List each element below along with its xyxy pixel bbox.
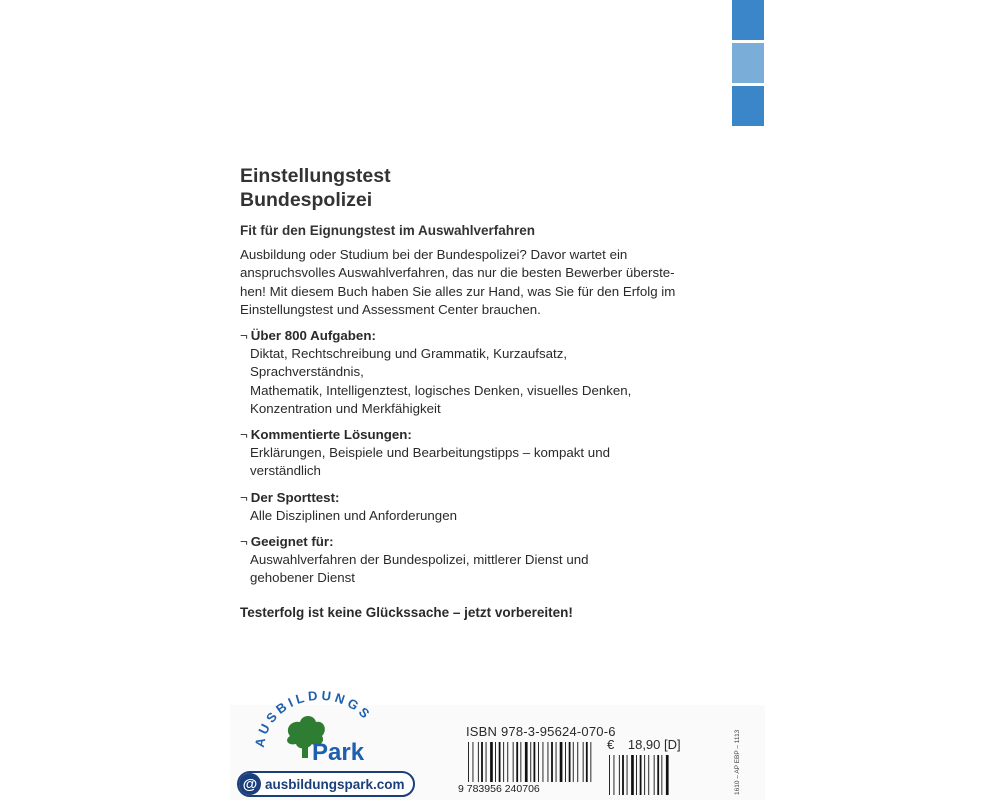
title-line-2: Bundespolizei [240,189,373,211]
intro-line: Einstellungstest und Assessment Center brauchen. [240,301,541,317]
intro-line: Ausbildung oder Studium bei der Bundespolizei? Davor wartet ein [240,247,628,263]
bullet-marker: ¬ [240,489,248,505]
barcode-bar [565,742,566,782]
barcode-bar [503,742,504,782]
subtitle: Fit für den Eignungstest im Auswahlverfahren [240,223,536,238]
bullet-heading-text: Der Sporttest: [250,489,340,505]
bullet-line: gehobener Dienst [250,570,355,586]
bullet-sports-test [240,489,680,525]
barcode-bar [573,742,574,782]
barcode-bar [560,742,563,782]
logo-arc-textpath: AUSBILDUNGS [251,688,376,749]
barcode-bar [661,755,662,795]
barcode-bar [622,755,624,795]
bullet-heading [240,327,680,345]
bullet-solutions [240,426,680,481]
barcode-bar [481,742,483,782]
bullet-heading [240,489,680,507]
barcode-bar [654,755,655,795]
barcode-bar [583,742,584,782]
at-icon: @ [239,773,261,795]
bullet-heading [240,533,680,551]
ausbildungspark-logo [250,688,390,768]
barcode-bar [520,742,521,782]
barcode-bar [648,755,649,795]
barcode-bar [666,755,669,795]
logo-word: Park [312,739,365,766]
barcode-bar [525,742,528,782]
barcode-bar [636,755,637,795]
bullet-marker: ¬ [240,328,248,344]
barcode-bar [627,755,628,795]
bullet-heading-text: Über 800 Aufgaben: [250,328,376,344]
barcode-bar [619,755,620,795]
bullet-marker: ¬ [240,534,248,550]
bullet-tasks [240,327,680,418]
barcode-bar [548,742,549,782]
color-tabs [732,0,764,126]
barcode-bar [499,742,501,782]
intro-line: anspruchsvolles Auswahlverfahren, das nur die besten Bewerber überste- [240,265,675,281]
barcode-bar [551,742,553,782]
bullet-line: Diktat, Rechtschreibung und Grammatik, Kurzaufsatz, Sprachverständnis, [250,346,568,380]
barcode-bar [486,742,487,782]
barcode-digits: 9 783956 240706 [458,783,540,794]
barcode-bar [513,742,514,782]
bullet-body [240,551,680,587]
barcode-bar [538,742,539,782]
bullet-body [240,345,680,418]
barcode-bar [609,755,610,795]
bullet-line: Alle Disziplinen und Anforderungen [250,507,457,523]
barcode-bar [507,742,508,782]
barcode-bar [631,755,634,795]
price-amount: 18,90 [D] [627,737,681,752]
barcode-bar [657,755,659,795]
price [607,737,681,752]
bullet-body [240,507,680,525]
barcode-bar [569,742,571,782]
barcode-bar [490,742,493,782]
print-code: 1610 – AP EBP – 1113 [734,729,741,795]
barcode-bar [543,742,544,782]
blurb [240,164,680,622]
bullet-heading [240,426,680,444]
barcode-bar [530,742,531,782]
intro-paragraph [240,246,680,319]
website-link[interactable] [237,771,415,797]
barcode-bar [644,755,645,795]
color-tab-middle [732,43,764,83]
barcode-bar [556,742,557,782]
book-title [240,164,680,212]
bullet-heading-text: Kommentierte Lösungen: [250,427,412,443]
price-barcode [607,755,673,797]
barcode-bar [586,742,588,782]
color-tab-bottom [732,86,764,126]
barcode-bar [495,742,496,782]
price-currency: € [607,737,615,752]
barcode-bar [534,742,536,782]
barcode-bar [577,742,578,782]
bullet-line: Auswahlverfahren der Bundespolizei, mittlerer Dienst und [250,552,589,568]
barcode-bar [473,742,474,782]
barcode-bar [468,742,469,782]
website-text: ausbildungspark.com [265,776,405,792]
bullet-line: Konzentration und Merkfähigkeit [250,400,441,416]
color-tab-top [732,0,764,40]
barcode-bar [478,742,479,782]
barcode-bar [516,742,518,782]
title-line-1: Einstellungstest [240,165,391,187]
bullet-marker: ¬ [240,427,248,443]
bullet-line: Mathematik, Intelligenztest, logisches Denken, visuelles Denken, [250,382,632,398]
bullet-line: Erklärungen, Beispiele und Bearbeitungstipps – kompakt und verständlich [250,445,610,479]
intro-line: hen! Mit diesem Buch haben Sie alles zur Hand, was Sie für den Erfolg im [240,283,676,299]
barcode-bar [640,755,642,795]
closing-slogan: Testerfolg ist keine Glückssache – jetzt vorbereiten! [240,604,573,620]
bullet-suitable-for [240,533,680,588]
bullet-heading-text: Geeignet für: [250,534,334,550]
barcode-bar [590,742,591,782]
bullet-body [240,444,680,480]
isbn-text: ISBN 978-3-95624-070-6 [466,724,616,739]
ean-barcode [458,742,594,794]
barcode-bar [614,755,615,795]
